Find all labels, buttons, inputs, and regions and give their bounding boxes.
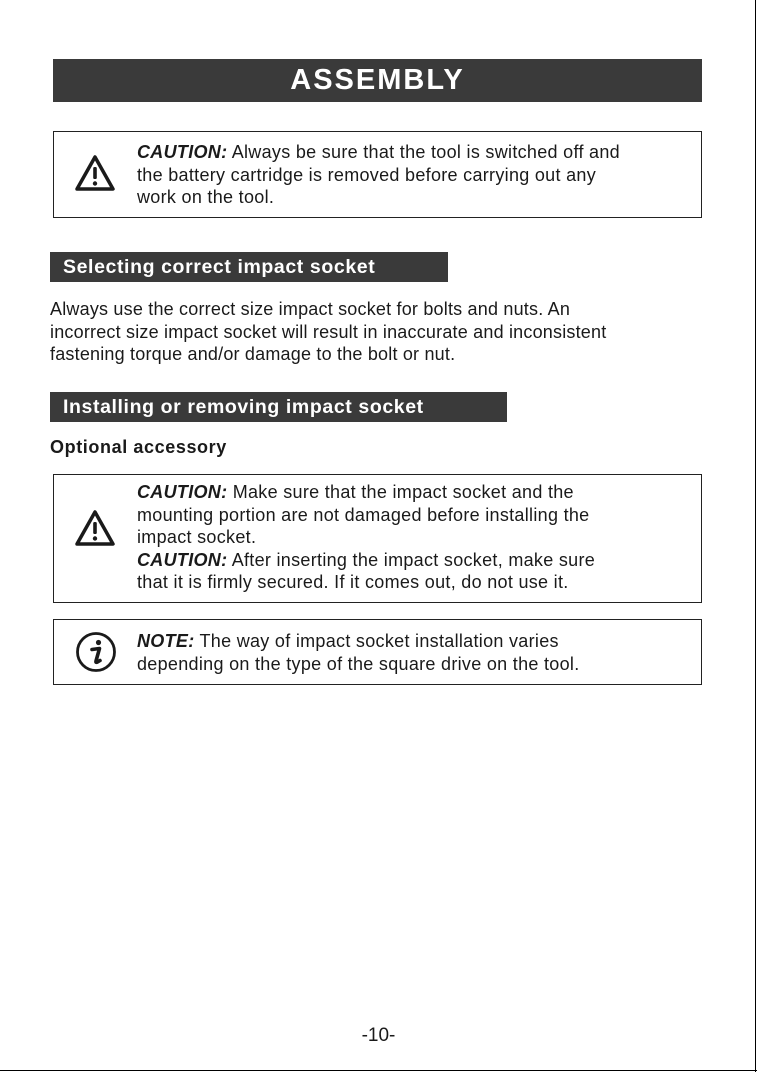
note-box (53, 619, 702, 685)
warning-triangle-icon (74, 508, 116, 553)
caution-box-socket (53, 474, 702, 603)
note-text (137, 630, 701, 675)
caution-text-socket (137, 481, 701, 594)
caution-box-top (53, 131, 702, 218)
note-line: The way of impact socket installation varies (194, 631, 559, 651)
caution-line: work on the tool. (137, 187, 275, 207)
caution-line: impact socket. (137, 527, 257, 547)
caution-line: Always be sure that the tool is switched off and (227, 142, 620, 162)
caution-label: CAUTION: (137, 549, 228, 570)
caution-label: CAUTION: (137, 142, 228, 162)
page-bottom-edge (0, 1070, 757, 1071)
caution-label: CAUTION: (137, 482, 228, 502)
warning-triangle-icon (74, 153, 116, 198)
caution-line: that it is firmly secured. If it comes out, do not use it. (137, 572, 569, 592)
paragraph-line: Always use the correct size impact socket for bolts and nuts. An (50, 299, 571, 319)
info-circle-icon (75, 631, 117, 678)
section-heading-selecting: Selecting correct impact socket (50, 252, 448, 282)
page-title: ASSEMBLY (53, 59, 702, 102)
caution-line: mounting portion are not damaged before installing the (137, 504, 590, 525)
optional-accessory-label: Optional accessory (50, 437, 227, 457)
section-paragraph-selecting (50, 298, 606, 366)
paragraph-line: fastening torque and/or damage to the bolt or nut. (50, 344, 456, 364)
caution-line: After inserting the impact socket, make sure (227, 549, 596, 570)
note-label: NOTE: (137, 631, 195, 651)
note-line: depending on the type of the square drive on the tool. (137, 653, 580, 674)
paragraph-line: incorrect size impact socket will result in inaccurate and inconsistent (50, 321, 607, 342)
caution-line: the battery cartridge is removed before carrying out any (137, 164, 597, 185)
section-heading-installing: Installing or removing impact socket (50, 392, 507, 422)
page-right-edge (755, 0, 756, 1072)
page-number: -10- (361, 1025, 396, 1046)
caution-line: Make sure that the impact socket and the (227, 482, 574, 502)
caution-text-top (137, 141, 701, 209)
